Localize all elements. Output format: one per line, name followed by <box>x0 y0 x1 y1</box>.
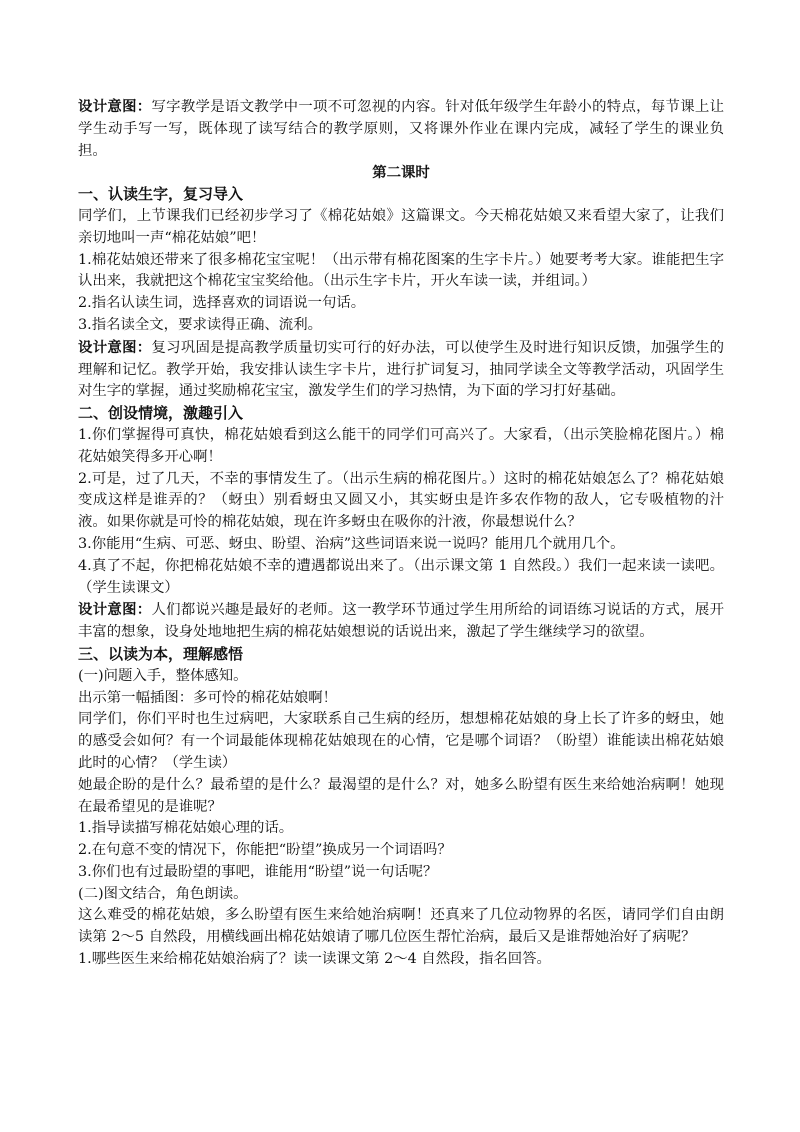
section-title: 第二课时 <box>372 164 430 182</box>
paragraph: (二)图文结合，角色朗读。 <box>78 885 248 902</box>
paragraph: 2.在句意不变的情况下，你能把“盼望”换成另一个词语吗？ <box>78 842 452 859</box>
paragraph: 同学们，上节课我们已经初步学习了《棉花姑娘》这篇课文。今天棉花姑娘又来看望大家了，让我们亲切地叫一声“棉花姑娘”吧！ <box>78 207 724 246</box>
paragraph: 这么难受的棉花姑娘，多么盼望有医生来给她治病啊！还真来了几位动物界的名医，请同学们自由朗读第 2～5 自然段，用横线画出棉花姑娘请了哪几位医生帮忙治病，最后又是谁帮她治好了病呢？ <box>78 907 724 946</box>
note-label: 设计意图： <box>78 601 152 619</box>
paragraph: 3.你能用“生病、可恶、蚜虫、盼望、治病”这些词语来说一说吗？能用几个就用几个。 <box>78 535 625 552</box>
design-intent-note <box>78 337 724 403</box>
paragraph: 1.你们掌握得可真快，棉花姑娘看到这么能干的同学们可高兴了。大家看，（出示笑脸棉花图片。）棉花姑娘笑得多开心啊！ <box>78 426 724 465</box>
paragraph: 3.你们也有过最盼望的事吧，谁能用“盼望”说一句话呢？ <box>78 863 438 880</box>
paragraph: 同学们，你们平时也生过病吧，大家联系自己生病的经历，想想棉花姑娘的身上长了许多的蚜虫，她的感受会如何？有一个词最能体现棉花姑娘现在的心情，它是哪个词语？（盼望）谁能读出棉花姑娘此时的心情？（学生读） <box>78 711 724 771</box>
section-heading: 三、以读为本，理解感悟 <box>78 644 244 663</box>
note-text: 复习巩固是提高教学质量切实可行的好办法，可以使学生及时进行知识反馈，加强学生的理解和记忆。教学开始，我安排认读生字卡片，进行扩词复习，抽同学读全文等教学活动，巩固学生对生字的掌握，通过奖励棉花宝宝，激发学生们的学习热情，为下面的学习打好基础。 <box>78 339 724 400</box>
note-label: 设计意图： <box>78 338 152 356</box>
note-text: 人们都说兴趣是最好的老师。这一教学环节通过学生用所给的词语练习说话的方式，展开丰富的想象，设身处地地把生病的棉花姑娘想说的话说出来，激起了学生继续学习的欲望。 <box>78 602 724 641</box>
design-intent-note <box>78 599 724 644</box>
note-text: 写字教学是语文教学中一项不可忽视的内容。针对低年级学生年龄小的特点，每节课上让学生动手写一写，既体现了读写结合的教学原则，又将课外作业在课内完成，减轻了学生的课业负担。 <box>78 99 724 159</box>
paragraph: 2.指名认读生词，选择喜欢的词语说一句话。 <box>78 295 366 312</box>
paragraph: 2.可是，过了几天，不幸的事情发生了。（出示生病的棉花图片。）这时的棉花姑娘怎么了？棉花姑娘变成这样是谁弄的？（蚜虫）别看蚜虫又圆又小，其实蚜虫是许多农作物的敌人，它专吸植物的汁液。如果你就是可怜的棉花姑娘，现在许多蚜虫在吸你的汁液，你最想说什么？ <box>78 470 724 531</box>
note-label: 设计意图： <box>78 98 152 115</box>
paragraph: 4.真了不起，你把棉花姑娘不幸的遭遇都说出来了。（出示课文第 1 自然段。）我们一起来读一读吧。（学生读课文） <box>78 557 724 596</box>
paragraph: 1.指导读描写棉花姑娘心理的话。 <box>78 820 294 837</box>
paragraph: 出示第一幅插图：多可怜的棉花姑娘啊！ <box>78 689 338 706</box>
section-heading: 二、创设情境，激趣引入 <box>78 404 244 423</box>
paragraph: 1.棉花姑娘还带来了很多棉花宝宝呢！（出示带有棉花图案的生字卡片。）她要考考大家。谁能把生字认出来，我就把这个棉花宝宝奖给他。（出示生字卡片，开火车读一读，并组词。） <box>78 251 724 290</box>
paragraph: 3.指名读全文，要求读得正确、流利。 <box>78 316 322 333</box>
section-heading: 一、认读生字，复习导入 <box>78 185 244 204</box>
design-intent-note <box>78 96 724 162</box>
paragraph: (一)问题入手，整体感知。 <box>78 667 248 684</box>
paragraph: 1.哪些医生来给棉花姑娘治病了？读一读课文第 2～4 自然段，指名回答。 <box>78 951 551 968</box>
paragraph: 她最企盼的是什么？最希望的是什么？最渴望的是什么？对，她多么盼望有医生来给她治病啊！她现在最希望见的是谁呢？ <box>78 776 724 815</box>
